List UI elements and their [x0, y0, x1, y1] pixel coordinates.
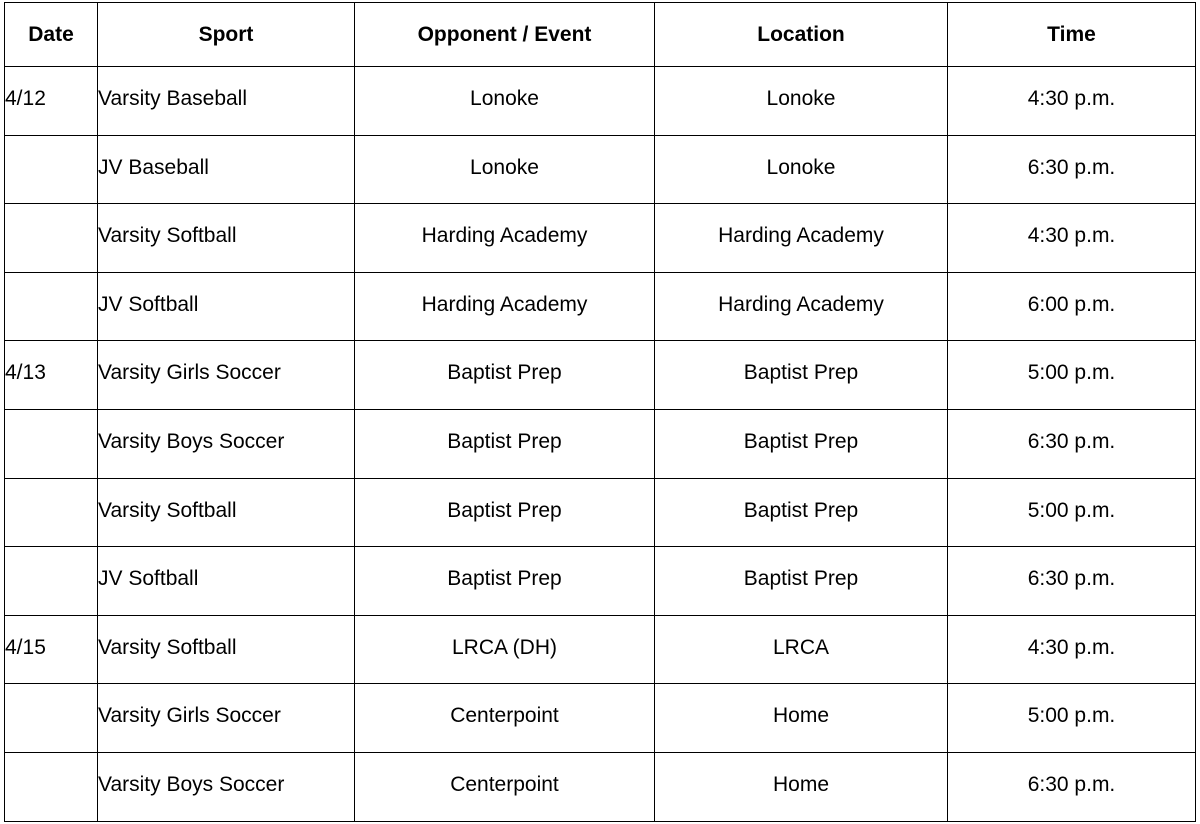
cell-sport: Varsity Boys Soccer [98, 752, 355, 821]
cell-opponent: Baptist Prep [355, 409, 655, 478]
cell-date: 4/15 [5, 615, 98, 684]
cell-opponent: Centerpoint [355, 684, 655, 753]
cell-opponent: Baptist Prep [355, 341, 655, 410]
cell-date [5, 478, 98, 547]
cell-location: LRCA [655, 615, 948, 684]
table-row [5, 752, 1196, 821]
cell-opponent: Harding Academy [355, 272, 655, 341]
cell-location: Baptist Prep [655, 409, 948, 478]
table-row [5, 684, 1196, 753]
table-header [5, 3, 1196, 67]
schedule-table [4, 2, 1196, 822]
cell-time: 6:30 p.m. [948, 752, 1196, 821]
cell-time: 6:30 p.m. [948, 409, 1196, 478]
cell-date [5, 204, 98, 273]
cell-opponent: LRCA (DH) [355, 615, 655, 684]
cell-time: 6:30 p.m. [948, 135, 1196, 204]
cell-sport: Varsity Softball [98, 478, 355, 547]
cell-sport: JV Softball [98, 272, 355, 341]
cell-time: 5:00 p.m. [948, 684, 1196, 753]
header-time: Time [948, 3, 1196, 67]
cell-sport: Varsity Girls Soccer [98, 341, 355, 410]
cell-sport: Varsity Girls Soccer [98, 684, 355, 753]
cell-date: 4/13 [5, 341, 98, 410]
table-row [5, 409, 1196, 478]
cell-sport: Varsity Softball [98, 204, 355, 273]
cell-date [5, 752, 98, 821]
cell-location: Harding Academy [655, 272, 948, 341]
cell-location: Lonoke [655, 67, 948, 136]
header-sport: Sport [98, 3, 355, 67]
cell-location: Baptist Prep [655, 478, 948, 547]
header-location: Location [655, 3, 948, 67]
cell-date [5, 135, 98, 204]
cell-time: 6:30 p.m. [948, 547, 1196, 616]
cell-time: 4:30 p.m. [948, 615, 1196, 684]
table-row [5, 615, 1196, 684]
cell-date [5, 409, 98, 478]
table-row [5, 547, 1196, 616]
cell-opponent: Baptist Prep [355, 478, 655, 547]
header-row [5, 3, 1196, 67]
cell-location: Harding Academy [655, 204, 948, 273]
cell-sport: Varsity Softball [98, 615, 355, 684]
table-row [5, 478, 1196, 547]
cell-time: 4:30 p.m. [948, 67, 1196, 136]
table-row [5, 135, 1196, 204]
table-row [5, 67, 1196, 136]
cell-time: 6:00 p.m. [948, 272, 1196, 341]
table-row [5, 204, 1196, 273]
cell-sport: JV Softball [98, 547, 355, 616]
cell-location: Baptist Prep [655, 547, 948, 616]
cell-opponent: Harding Academy [355, 204, 655, 273]
cell-location: Home [655, 752, 948, 821]
cell-opponent: Lonoke [355, 67, 655, 136]
table-body [5, 67, 1196, 822]
cell-location: Home [655, 684, 948, 753]
cell-opponent: Baptist Prep [355, 547, 655, 616]
cell-opponent: Centerpoint [355, 752, 655, 821]
header-date: Date [5, 3, 98, 67]
cell-location: Lonoke [655, 135, 948, 204]
cell-opponent: Lonoke [355, 135, 655, 204]
cell-time: 4:30 p.m. [948, 204, 1196, 273]
table-row [5, 272, 1196, 341]
cell-location: Baptist Prep [655, 341, 948, 410]
cell-sport: Varsity Boys Soccer [98, 409, 355, 478]
cell-date [5, 272, 98, 341]
cell-time: 5:00 p.m. [948, 478, 1196, 547]
cell-sport: JV Baseball [98, 135, 355, 204]
header-opponent: Opponent / Event [355, 3, 655, 67]
cell-date [5, 684, 98, 753]
cell-sport: Varsity Baseball [98, 67, 355, 136]
cell-date: 4/12 [5, 67, 98, 136]
table-row [5, 341, 1196, 410]
cell-time: 5:00 p.m. [948, 341, 1196, 410]
cell-date [5, 547, 98, 616]
